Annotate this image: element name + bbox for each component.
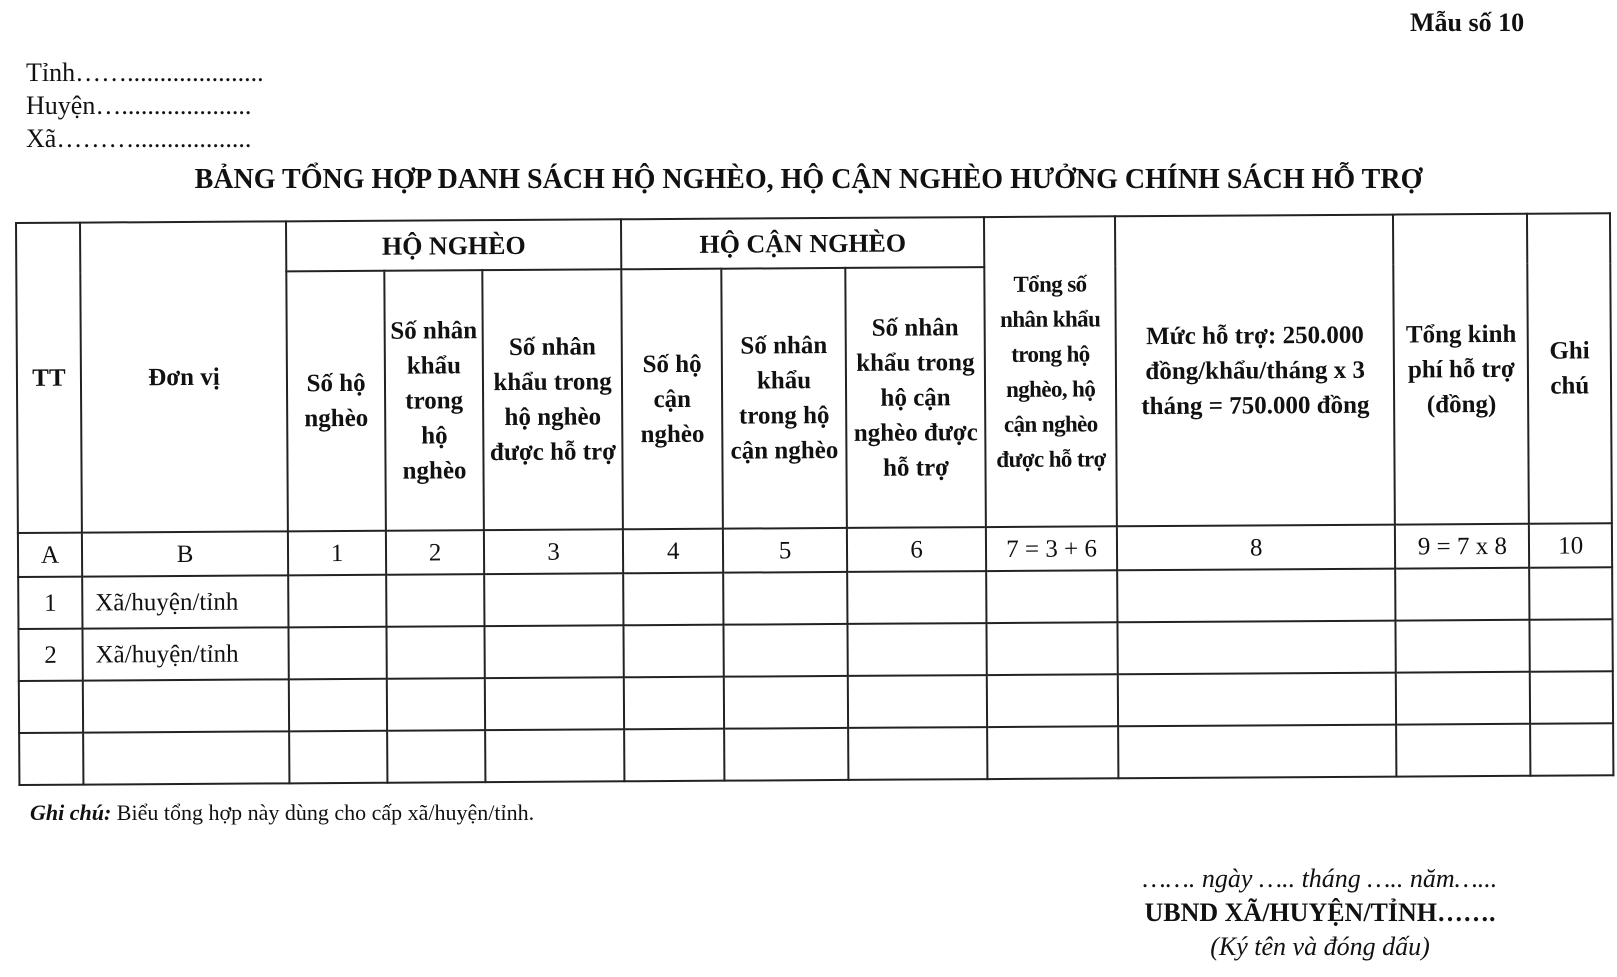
header-note: Ghi chú	[1527, 213, 1611, 523]
empty-cell	[484, 625, 624, 678]
empty-cell	[1531, 723, 1614, 776]
row-unit: Xã/huyện/tỉnh	[82, 627, 289, 680]
index-cell: 9 = 7 x 8	[1395, 524, 1529, 569]
footnote-text: Biểu tổng hợp này dùng cho cấp xã/huyện/tỉnh.	[111, 800, 535, 825]
header-support-level: Mức hỗ trợ: 250.000 đồng/khẩu/tháng x 3 tháng = 750.000 đồng	[1115, 215, 1395, 527]
index-cell: B	[82, 531, 288, 576]
header-poor-households: Số hộ nghèo	[286, 271, 386, 532]
empty-cell	[484, 573, 624, 626]
header-near-poor-group: HỘ CẬN NGHÈO	[621, 217, 984, 269]
row-tt: 2	[18, 629, 82, 681]
header-poor-persons-supported: Số nhân khẩu trong hộ nghèo được hỗ trợ	[482, 269, 623, 530]
district-field: Huyện…....................	[26, 91, 252, 120]
empty-cell	[289, 627, 387, 680]
empty-cell	[987, 674, 1118, 727]
empty-cell	[847, 623, 987, 676]
empty-cell	[724, 676, 848, 729]
row-unit	[83, 731, 290, 784]
header-total-funding: Tổng kinh phí hỗ trợ (đồng)	[1393, 214, 1529, 525]
empty-cell	[847, 571, 987, 624]
index-cell: 6	[847, 527, 986, 572]
empty-cell	[1118, 725, 1397, 779]
empty-cell	[289, 731, 387, 784]
empty-cell	[1118, 621, 1397, 675]
empty-cell	[1396, 620, 1530, 673]
form-number: Mẫu số 10	[1410, 8, 1525, 37]
admin-fields	[26, 56, 264, 155]
empty-cell	[987, 726, 1118, 779]
empty-cell	[387, 678, 485, 731]
index-cell: 8	[1117, 525, 1396, 571]
empty-cell	[986, 570, 1117, 623]
summary-table	[15, 212, 1614, 786]
empty-cell	[724, 728, 848, 781]
empty-cell	[386, 574, 484, 627]
header-near-poor-persons-supported: Số nhân khẩu trong hộ cận nghèo được hỗ trợ	[845, 267, 986, 528]
signature-block	[1100, 862, 1540, 964]
index-cell: 2	[386, 530, 484, 575]
header-near-poor-households: Số hộ cận nghèo	[621, 269, 723, 530]
header-unit: Đơn vị	[80, 221, 288, 532]
empty-cell	[624, 677, 724, 730]
province-field: Tỉnh…….....................	[26, 58, 264, 87]
date-line: ……. ngày ….. tháng ….. năm…...	[1142, 864, 1498, 893]
header-total-persons: Tổng số nhân khẩu trong hộ nghèo, hộ cận nghèo được hỗ trợ	[984, 216, 1117, 527]
document-title: BẢNG TỔNG HỢP DANH SÁCH HỘ NGHÈO, HỘ CẬN NGHÈO HƯỞNG CHÍNH SÁCH HỖ TRỢ	[194, 164, 1423, 195]
empty-cell	[848, 727, 988, 780]
empty-cell	[485, 729, 625, 782]
empty-cell	[1530, 567, 1613, 620]
empty-cell	[848, 675, 988, 728]
empty-cell	[723, 572, 847, 625]
empty-cell	[1530, 619, 1613, 672]
header-near-poor-persons: Số nhân khẩu trong hộ cận nghèo	[721, 268, 846, 529]
index-cell: 1	[288, 531, 386, 576]
empty-cell	[289, 679, 387, 732]
empty-cell	[624, 729, 724, 782]
empty-cell	[624, 625, 724, 678]
index-cell: 3	[484, 529, 623, 574]
empty-cell	[288, 575, 386, 628]
index-cell: 7 = 3 + 6	[986, 526, 1117, 571]
header-poor-persons: Số nhân khẩu trong hộ nghèo	[384, 270, 484, 531]
row-unit	[83, 679, 290, 732]
empty-cell	[1396, 672, 1530, 725]
row-tt: 1	[18, 577, 82, 629]
row-unit: Xã/huyện/tỉnh	[82, 575, 289, 628]
empty-cell	[485, 677, 625, 730]
signature-hint: (Ký tên và đóng dấu)	[1210, 932, 1430, 961]
row-tt	[19, 733, 83, 785]
row-tt	[19, 681, 83, 733]
empty-cell	[623, 573, 723, 626]
empty-cell	[1530, 671, 1613, 724]
empty-cell	[987, 622, 1118, 675]
empty-cell	[724, 624, 848, 677]
index-cell: 4	[623, 529, 723, 574]
index-cell: A	[18, 533, 82, 577]
index-cell: 5	[723, 528, 847, 573]
header-tt: TT	[16, 223, 82, 533]
empty-cell	[1117, 569, 1396, 623]
empty-cell	[1396, 568, 1530, 621]
header-poor-group: HỘ NGHÈO	[286, 219, 621, 271]
empty-cell	[387, 730, 485, 783]
signing-organization: UBND XÃ/HUYỆN/TỈNH…….	[1144, 898, 1496, 927]
index-cell: 10	[1529, 523, 1612, 568]
table-row	[19, 723, 1613, 785]
footnote	[30, 800, 534, 826]
empty-cell	[1397, 724, 1531, 777]
footnote-label: Ghi chú:	[30, 800, 112, 825]
commune-field: Xã………..................	[26, 124, 252, 153]
empty-cell	[1118, 673, 1397, 727]
empty-cell	[387, 626, 485, 679]
